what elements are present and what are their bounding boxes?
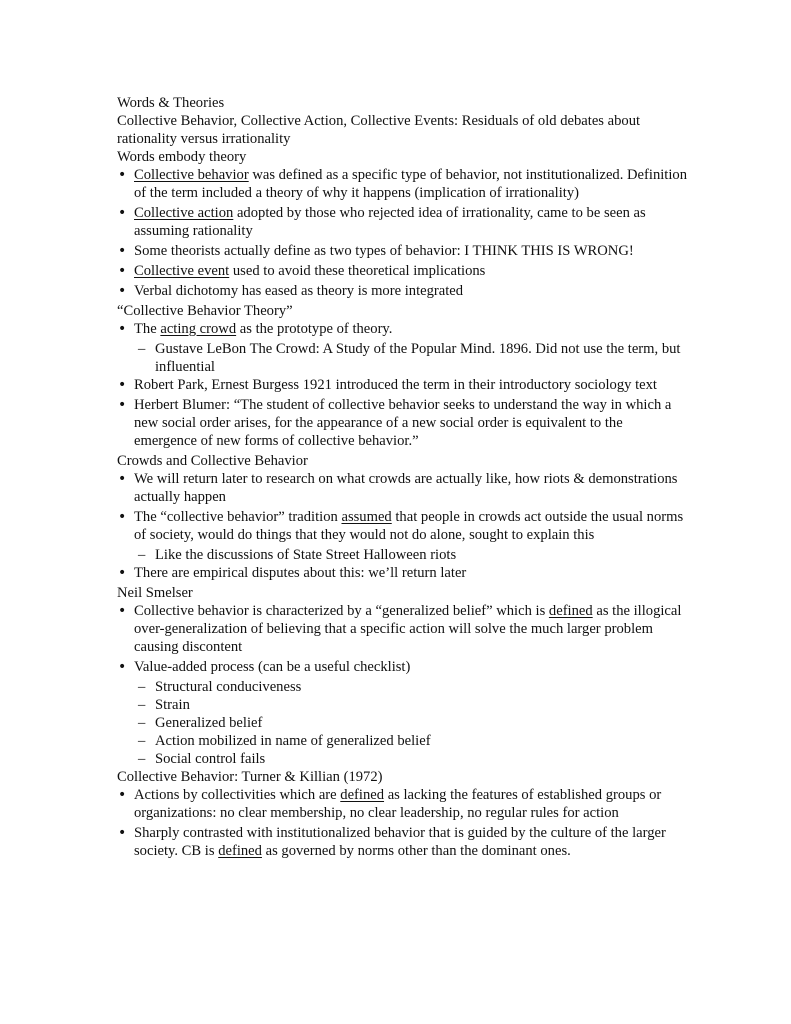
bullet-text: We will return later to research on what crowds are actually like, how riots & demonstrations actually happen [134,471,678,505]
bullet-item [117,320,687,338]
sub-bullet-item: – Gustave LeBon The Crowd: A Study of the Popular Mind. 1896. Did not use the term, but influential [117,340,687,376]
bullet-text: Verbal dichotomy has eased as theory is more integrated [134,283,464,299]
bullet-text: Sharply contrasted with institutionalized behavior that is guided by the culture of the larger society. CB is [134,825,666,859]
bullet-item [117,824,687,860]
section-heading: Crowds and Collective Behavior [117,453,308,469]
document-title: Words & Theories [117,95,225,111]
section-heading: “Collective Behavior Theory” [117,303,293,319]
bullet-item [117,282,687,300]
bullet-item [117,396,687,450]
bullet-text: that people in crowds act outside the usual norms of society, would do things that they would not do alone, sought to explain this [134,509,684,543]
underlined-term: Collective action [134,205,234,221]
underlined-term: defined [340,787,385,803]
bullet-text: Some theorists actually define as two types of behavior: I THINK THIS IS WRONG! [134,243,634,259]
bullet-item [117,602,687,656]
bullet-item [117,242,687,260]
bullet-item [117,204,687,240]
bullet-text: adopted by those who rejected idea of irrationality, came to be seen as assuming rationality [134,205,646,239]
underlined-term: acting crowd [160,321,237,337]
underlined-term: Collective event [134,263,230,279]
bullet-text: as governed by norms other than the dominant ones. [261,843,571,859]
section-heading: Collective Behavior, Collective Action, Collective Events: Residuals of old debates about rationality versus irrationality [117,113,641,147]
bullet-text: There are empirical disputes about this: we’ll return later [134,565,467,581]
section-heading: Neil Smelser [117,585,193,601]
bullet-item [117,166,687,202]
bullet-text: used to avoid these theoretical implications [229,263,486,279]
underlined-term: defined [218,843,262,859]
underlined-term: Collective behavior [134,167,249,183]
bullet-item [117,564,687,582]
underlined-term: defined [548,603,593,619]
sub-bullet-item: – Social control fails [117,750,687,768]
sub-bullet-item: – Strain [117,696,687,714]
bullet-item [117,658,687,676]
bullet-item [117,376,687,394]
sub-bullet-item: – Structural conduciveness [117,678,687,696]
bullet-text: as lacking the features of established groups or organizations: no clear membership, no clear leadership, no regular rules for action [134,787,662,821]
bullet-text: Actions by collectivities which are [134,787,341,803]
bullet-item [117,262,687,280]
bullet-text: Collective behavior is characterized by a “generalized belief” which is [134,603,549,619]
sub-bullet-item: – Generalized belief [117,714,687,732]
bullet-item [117,508,687,544]
bullet-text: as the illogical over-generalization of believing that a specific action will solve the much larger problem causing discontent [134,603,682,655]
bullet-text: Herbert Blumer: “The student of collective behavior seeks to understand the way in which a new social order arises, for the appearance of a new social order is equivalent to the emergence of new forms of collective behavior.” [134,397,672,449]
sub-bullet-item: – Action mobilized in name of generalized belief [117,732,687,750]
bullet-text: The [134,321,161,337]
underlined-term: assumed [341,509,392,525]
bullet-item [117,470,687,506]
sub-bullet-item: – Like the discussions of State Street Halloween riots [117,546,687,564]
bullet-text: as the prototype of theory. [236,321,393,337]
section-heading: Collective Behavior: Turner & Killian (1972) [117,769,383,785]
bullet-text: was defined as a specific type of behavior, not institutionalized. Definition of the term included a theory of why it happens (implication of irrationality) [134,167,688,201]
section-heading: Words embody theory [117,149,247,165]
document-body [117,94,687,862]
bullet-text: Robert Park, Ernest Burgess 1921 introduced the term in their introductory sociology text [134,377,657,393]
bullet-text: Value-added process (can be a useful checklist) [134,659,411,675]
bullet-item [117,786,687,822]
bullet-text: The “collective behavior” tradition [134,509,342,525]
